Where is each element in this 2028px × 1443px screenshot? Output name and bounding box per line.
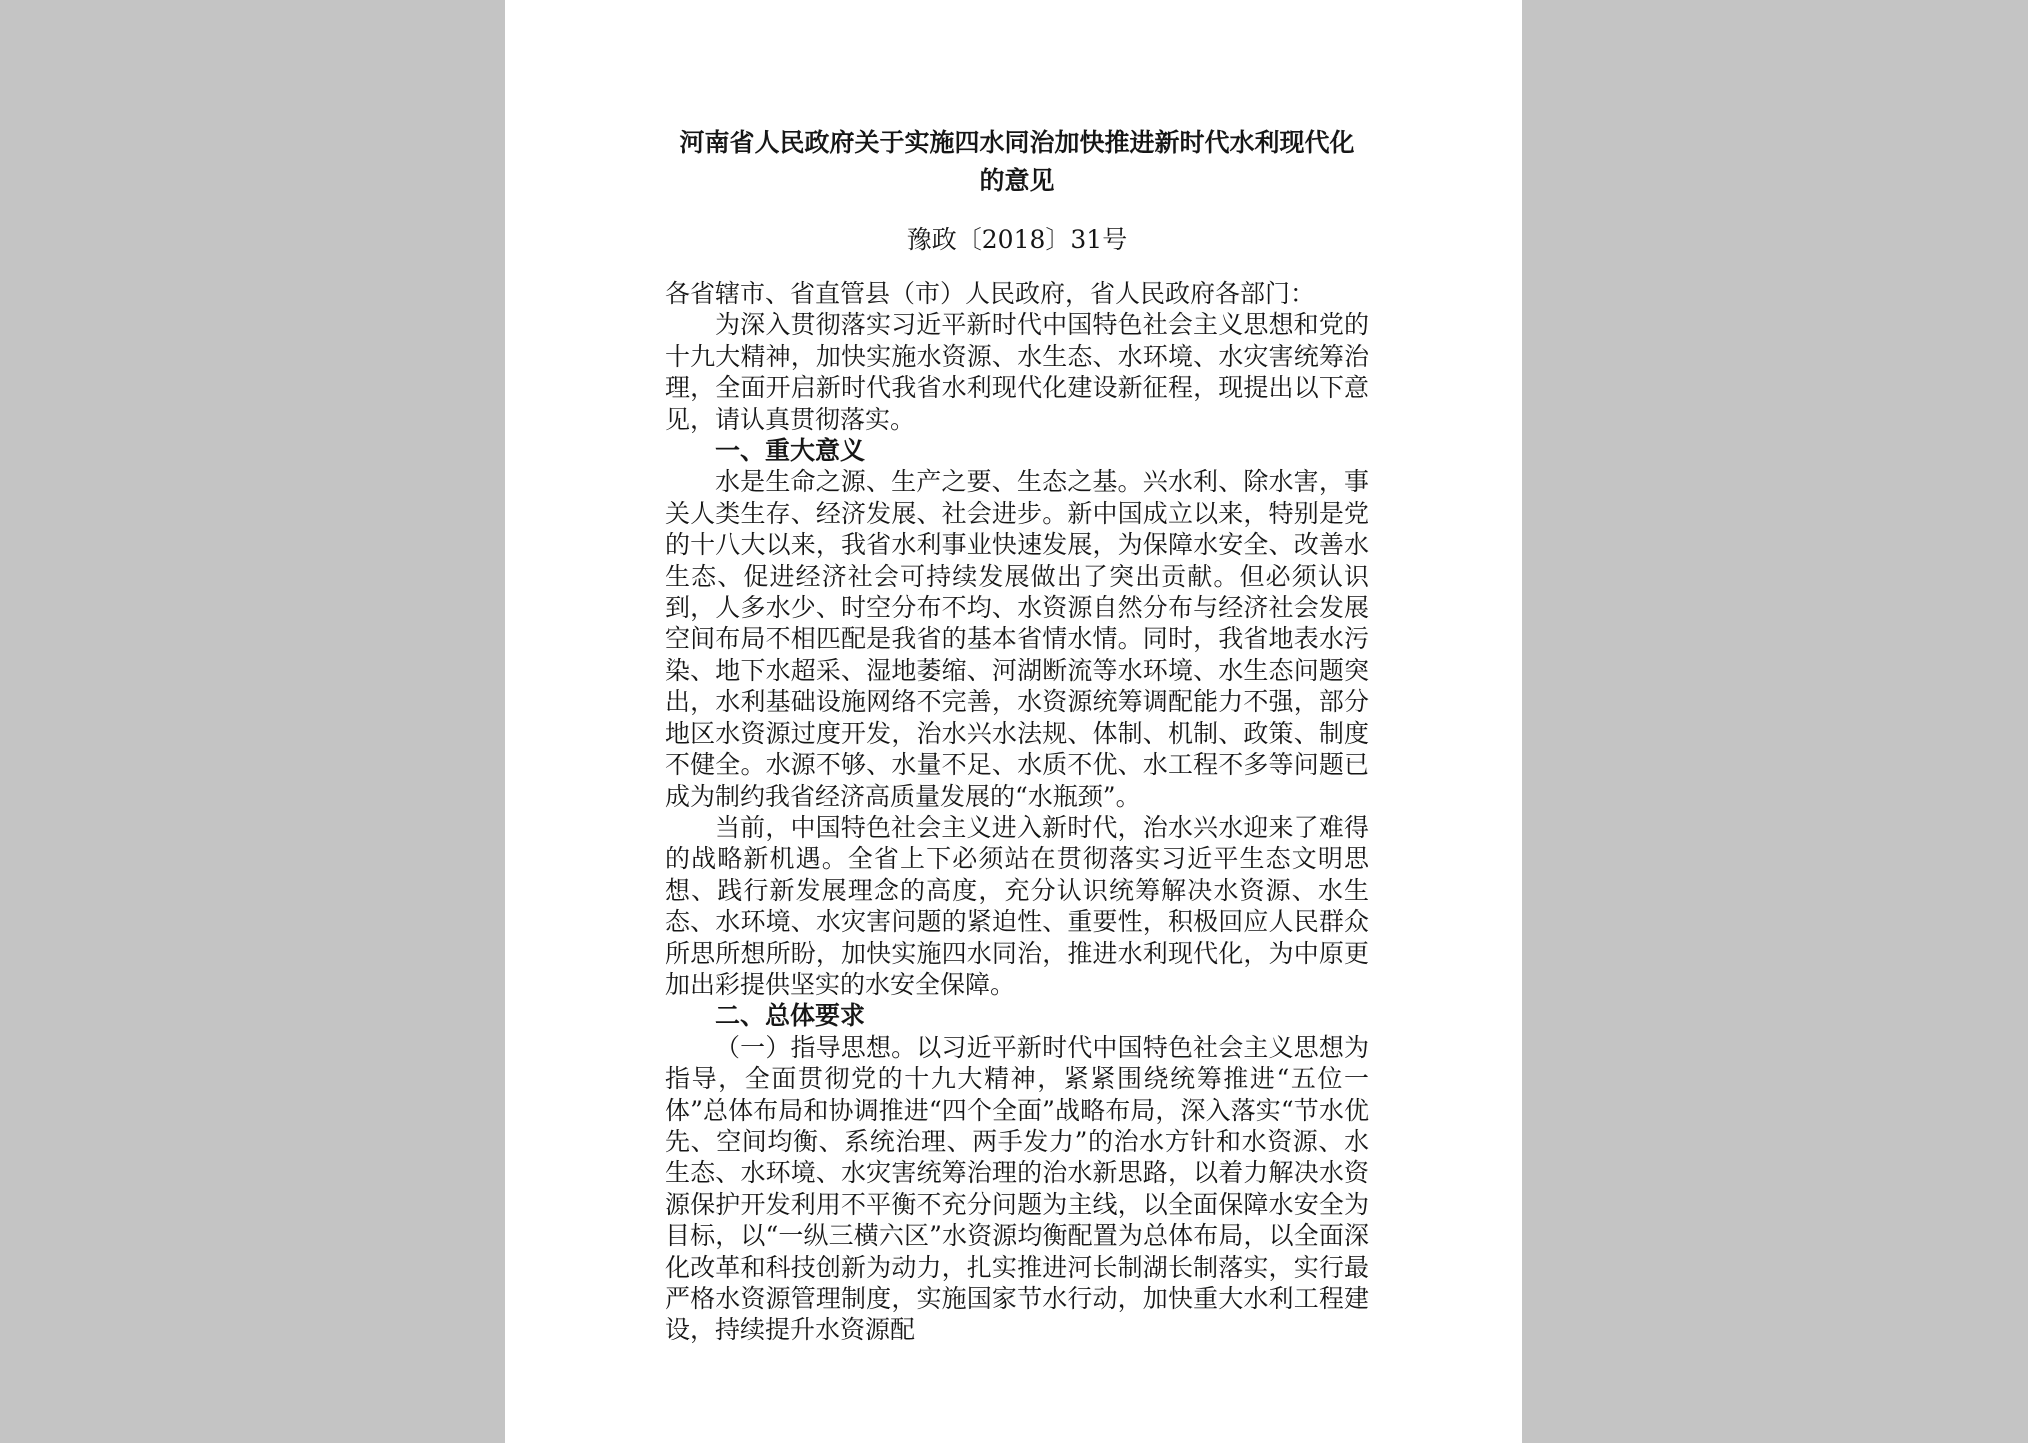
section-heading: 一、重大意义 [715, 436, 866, 466]
document-page [505, 0, 1522, 1443]
document-content [665, 124, 1369, 1346]
body-paragraph: 当前，中国特色社会主义进入新时代，治水兴水迎来了难得的战略新机遇。全省上下必须站在贯彻落实习近平生态文明思想、践行新发展理念的高度，充分认识统筹解决水资源、水生态、水环境、水灾害问题的紧迫性、重要性，积极回应人民群众所思所想所盼，加快实施四水同治，推进水利现代化，为中原更加出彩提供坚实的水安全保障。 [665, 812, 1369, 999]
document-body [665, 278, 1369, 1346]
body-paragraph: （一）指导思想。以习近平新时代中国特色社会主义思想为指导，全面贯彻党的十九大精神，紧紧围绕统筹推进“五位一体”总体布局和协调推进“四个全面”战略布局，深入落实“节水优先、空间均衡、系统治理、两手发力”的治水方针和水资源、水生态、水环境、水灾害统筹治理的治水新思路，以着力解决水资源保护开发利用不平衡不充分问题为主线，以全面保障水安全为目标，以“一纵三横六区”水资源均衡配置为总体布局，以全面深化改革和科技创新为动力，扎实推进河长制湖长制落实，实行最严格水资源管理制度，实施国家节水行动，加快重大水利工程建设，持续提升水资源配 [665, 1032, 1369, 1345]
body-paragraph: 水是生命之源、生产之要、生态之基。兴水利、除水害，事关人类生存、经济发展、社会进步。新中国成立以来，特别是党的十八大以来，我省水利事业快速发展，为保障水安全、改善水生态、促进经济社会可持续发展做出了突出贡献。但必须认识到，人多水少、时空分布不均、水资源自然分布与经济社会发展空间布局不相匹配是我省的基本省情水情。同时，我省地表水污染、地下水超采、湿地萎缩、河湖断流等水环境、水生态问题突出，水利基础设施网络不完善，水资源统筹调配能力不强，部分地区水资源过度开发，治水兴水法规、体制、机制、政策、制度不健全。水源不够、水量不足、水质不优、水工程不多等问题已成为制约我省经济高质量发展的“水瓶颈”。 [665, 467, 1369, 811]
document-title: 河南省人民政府关于实施四水同治加快推进新时代水利现代化的意见 [679, 128, 1355, 195]
intro-paragraph: 为深入贯彻落实习近平新时代中国特色社会主义思想和党的十九大精神，加快实施水资源、水生态、水环境、水灾害统筹治理，全面开启新时代我省水利现代化建设新征程，现提出以下意见，请认真贯彻落实。 [665, 310, 1369, 434]
document-number: 豫政〔2018〕31号 [906, 225, 1128, 254]
section-heading: 二、总体要求 [715, 1001, 866, 1031]
addressee-line: 各省辖市、省直管县（市）人民政府，省人民政府各部门： [665, 279, 1316, 308]
